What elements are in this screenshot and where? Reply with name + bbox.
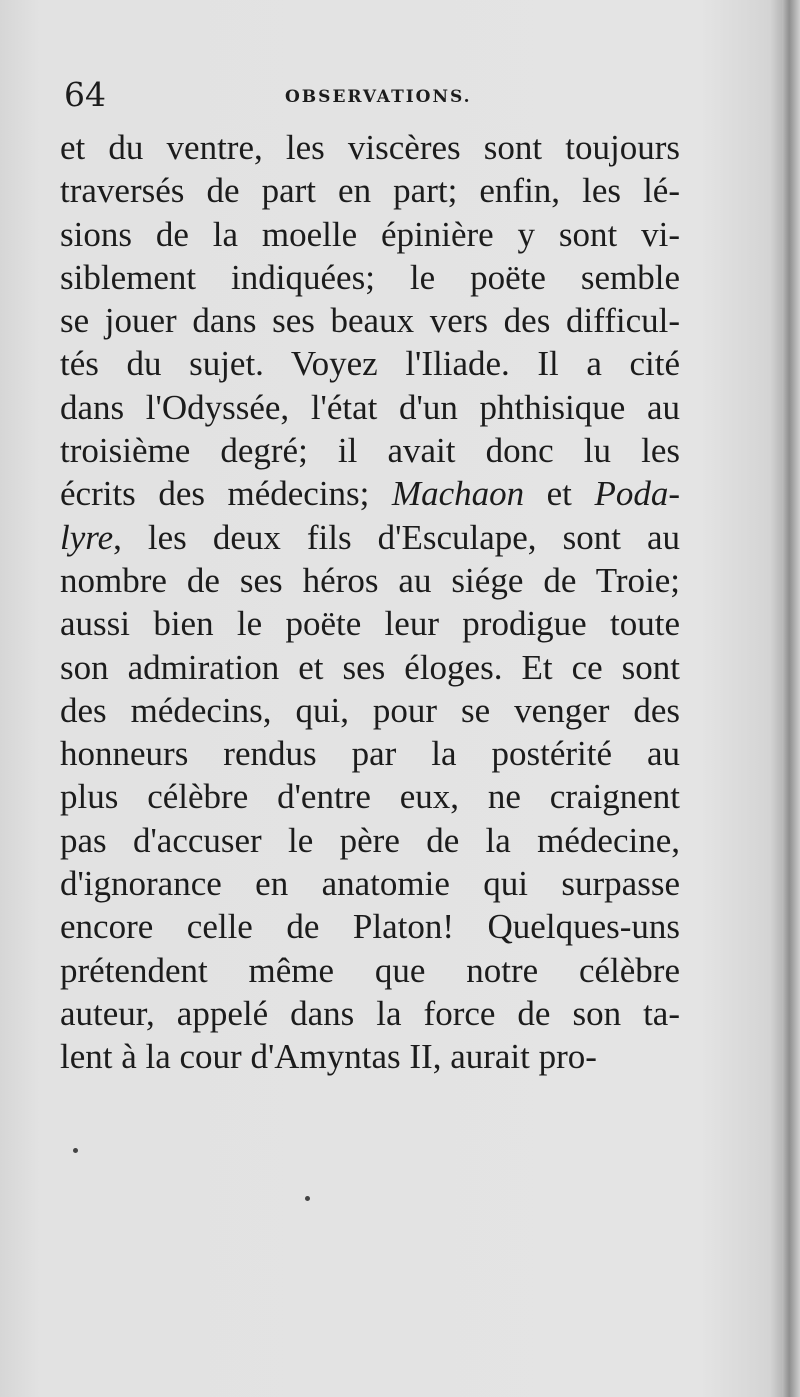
text-line-6: tés du sujet. Voyez l'Iliade. Il a cité	[60, 344, 680, 384]
text-line-15: honneurs rendus par la postérité au	[60, 734, 680, 774]
paper-speck	[73, 1148, 78, 1153]
running-head: OBSERVATIONS.	[285, 87, 472, 107]
page-number: 64	[64, 75, 106, 114]
text-line-9	[60, 472, 680, 515]
text-line-5: se jouer dans ses beaux vers des difficul-	[60, 301, 680, 341]
italic-name-machaon: Machaon	[391, 474, 525, 514]
text-line-3: sions de la moelle épinière y sont vi-	[60, 214, 680, 254]
text-line-10	[60, 516, 680, 559]
italic-name-podalyre-part2: lyre	[60, 517, 114, 557]
text-line-8: troisième degré; il avait donc lu les	[60, 431, 680, 471]
text-segment: et	[524, 474, 595, 514]
text-line-7: dans l'Odyssée, l'état d'un phthisique au	[60, 387, 680, 427]
text-line-20: prétendent même que notre célèbre	[60, 950, 680, 990]
text-line-12: aussi bien le poëte leur prodigue toute	[60, 604, 680, 644]
paper-speck	[305, 1196, 310, 1201]
text-segment: écrits des médecins;	[60, 474, 392, 514]
text-line-4: siblement indiquées; le poëte semble	[60, 257, 680, 297]
text-line-19: encore celle de Platon! Quelques-uns	[60, 907, 680, 947]
text-segment: , les deux fils d'Esculape, sont au	[113, 517, 680, 557]
text-line-21: auteur, appelé dans la force de son ta-	[60, 993, 680, 1033]
text-line-2: traversés de part en part; enfin, les lé-	[60, 171, 680, 211]
text-line-22: lent à la cour d'Amyntas II, aurait pro-	[60, 1037, 597, 1077]
text-line-11: nombre de ses héros au siége de Troie;	[60, 560, 680, 600]
text-line-16: plus célèbre d'entre eux, ne craignent	[60, 777, 680, 817]
body-text	[60, 126, 680, 1079]
text-line-18: d'ignorance en anatomie qui surpasse	[60, 864, 680, 904]
text-line-17: pas d'accuser le père de la médecine,	[60, 820, 680, 860]
text-line-13: son admiration et ses éloges. Et ce sont	[60, 647, 680, 687]
italic-name-podalyre-part1: Poda-	[594, 474, 680, 514]
text-line-14: des médecins, qui, pour se venger des	[60, 690, 680, 730]
page-edge-shadow	[782, 0, 800, 1397]
text-line-1: et du ventre, les viscères sont toujours	[60, 128, 680, 167]
